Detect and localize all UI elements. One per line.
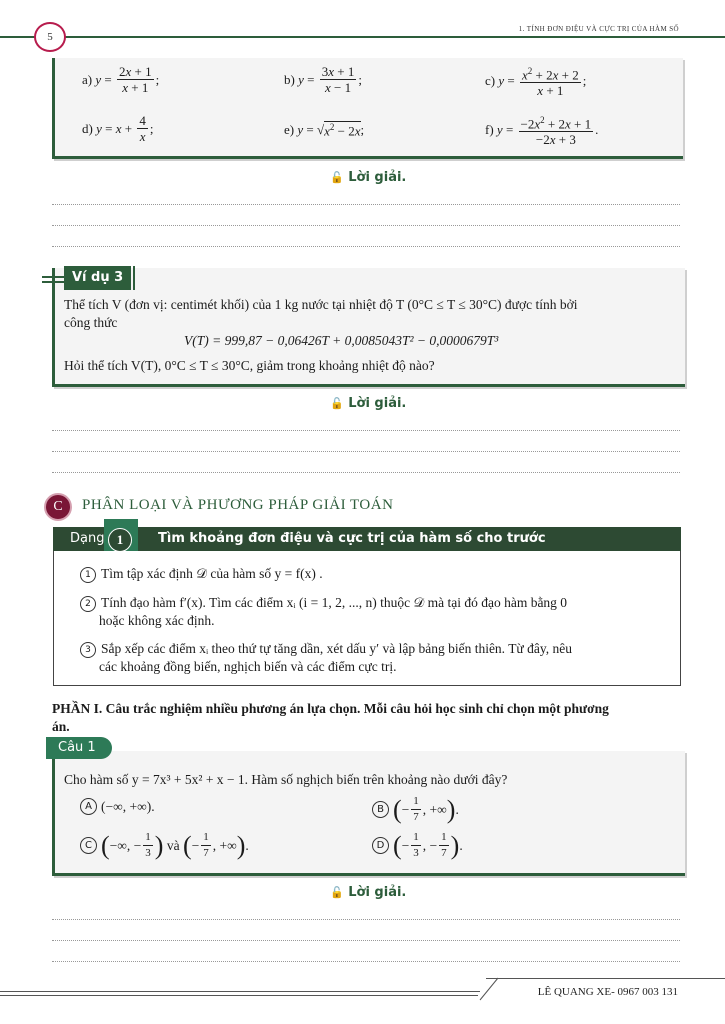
footer-rule (0, 995, 478, 996)
exercise-a: a) y = $\frac{2x + 1}{x + 1}$ ; (82, 64, 160, 95)
answer-line (52, 961, 680, 962)
header-rule (0, 36, 725, 38)
unlock-icon: 🔓 (330, 397, 344, 410)
tag-stripe (133, 266, 135, 290)
exercise-f: f) y = $\frac{-2x^2 + 2x + 1}{-2x + 3}$ . (485, 115, 599, 148)
solution-label-3: 🔓 Lời giải. (330, 885, 407, 900)
solution-label-1: 🔓 Lời giải. (330, 170, 407, 185)
option-c-marker[interactable]: C (80, 837, 97, 854)
method-step-cont: hoặc không xác định. (99, 613, 215, 628)
tag-stripe (128, 266, 131, 290)
question-tag: Câu 1 (46, 737, 112, 759)
method-number: 1 (108, 528, 132, 552)
example-tag: Ví dụ 3 (64, 266, 131, 290)
exercise-c: c) y = $\frac{x^2 + 2x + 2}{x + 1}$ ; (485, 66, 587, 99)
method-step-cont: các khoảng đồng biến, nghịch biến và các điểm cực trị. (99, 659, 397, 674)
tag-rule (42, 276, 64, 278)
answer-line (52, 246, 680, 247)
answer-line (52, 225, 680, 226)
unlock-icon: 🔓 (330, 886, 344, 899)
page-number: 5 (34, 22, 66, 52)
unlock-icon: 🔓 (330, 171, 344, 184)
option-b-marker[interactable]: B (372, 801, 389, 818)
answer-line (52, 940, 680, 941)
footer-rule (0, 991, 480, 992)
tag-rule (42, 281, 64, 283)
method-title: Tìm khoảng đơn điệu và cực trị của hàm số cho trước (158, 531, 546, 546)
running-title: 1. TÍNH ĐƠN ĐIỆU VÀ CỰC TRỊ CỦA HÀM SỐ (518, 25, 679, 33)
method-label: Dạng (70, 531, 105, 546)
example-formula: V(T) = 999,87 − 0,06426T + 0,0085043T² − 0,0000679T³ (184, 333, 499, 348)
option-b[interactable]: B ( − $\frac{1}{7}$ , +∞ ) . (372, 794, 459, 825)
option-d[interactable]: D ( − $\frac{1}{3}$ , − $\frac{1}{7}$ ) . (372, 830, 463, 861)
example-text: Thể tích V (đơn vị: centimét khối) của 1 kg nước tại nhiệt độ T (0°C ≤ T ≤ 30°C) được tính bởi (64, 297, 578, 312)
answer-line (52, 919, 680, 920)
section-title: PHÂN LOẠI VÀ PHƯƠNG PHÁP GIẢI TOÁN (82, 497, 394, 513)
method-step: 3 Sắp xếp các điểm xᵢ theo thứ tự tăng dần, xét dấu y′ và lập bảng biến thiên. Từ đây, nêu (80, 640, 572, 658)
footer-author: LÊ QUANG XE- 0967 003 131 (537, 986, 678, 998)
answer-line (52, 430, 680, 431)
example-question: Hỏi thể tích V(T), 0°C ≤ T ≤ 30°C, giảm trong khoảng nhiệt độ nào? (64, 358, 435, 373)
option-d-marker[interactable]: D (372, 837, 389, 854)
option-c[interactable]: C ( −∞, − $\frac{1}{3}$ ) và ( − $\frac{1}{7}$ , +∞ ) . (80, 830, 249, 861)
solution-label-2: 🔓 Lời giải. (330, 396, 407, 411)
example-text: công thức (64, 315, 118, 330)
answer-line (52, 204, 680, 205)
method-step: 2 Tính đạo hàm f′(x). Tìm các điểm xᵢ (i = 1, 2, ..., n) thuộc 𝒟 mà tại đó đạo hàm bằng 0 (80, 594, 567, 612)
answer-line (52, 451, 680, 452)
option-a-marker[interactable]: A (80, 798, 97, 815)
section-badge: C (44, 493, 72, 521)
exercise-e: e) y = √ $x^2 - 2x$ ; (284, 122, 365, 139)
exercise-d: d) y = x + $\frac{4}{x}$ ; (82, 113, 154, 144)
method-step: 1 Tìm tập xác định 𝒟 của hàm số y = f(x) . (80, 565, 323, 583)
exercise-b: b) y = $\frac{3x + 1}{x - 1}$ ; (284, 64, 362, 95)
option-a[interactable]: A (−∞, +∞). (80, 798, 155, 815)
part-heading: PHẦN I. Câu trắc nghiệm nhiều phương án lựa chọn. Mỗi câu hỏi học sinh chỉ chọn một phương án. (52, 701, 609, 734)
question-text: Cho hàm số y = 7x³ + 5x² + x − 1. Hàm số nghịch biến trên khoảng nào dưới đây? (64, 772, 508, 787)
answer-line (52, 472, 680, 473)
